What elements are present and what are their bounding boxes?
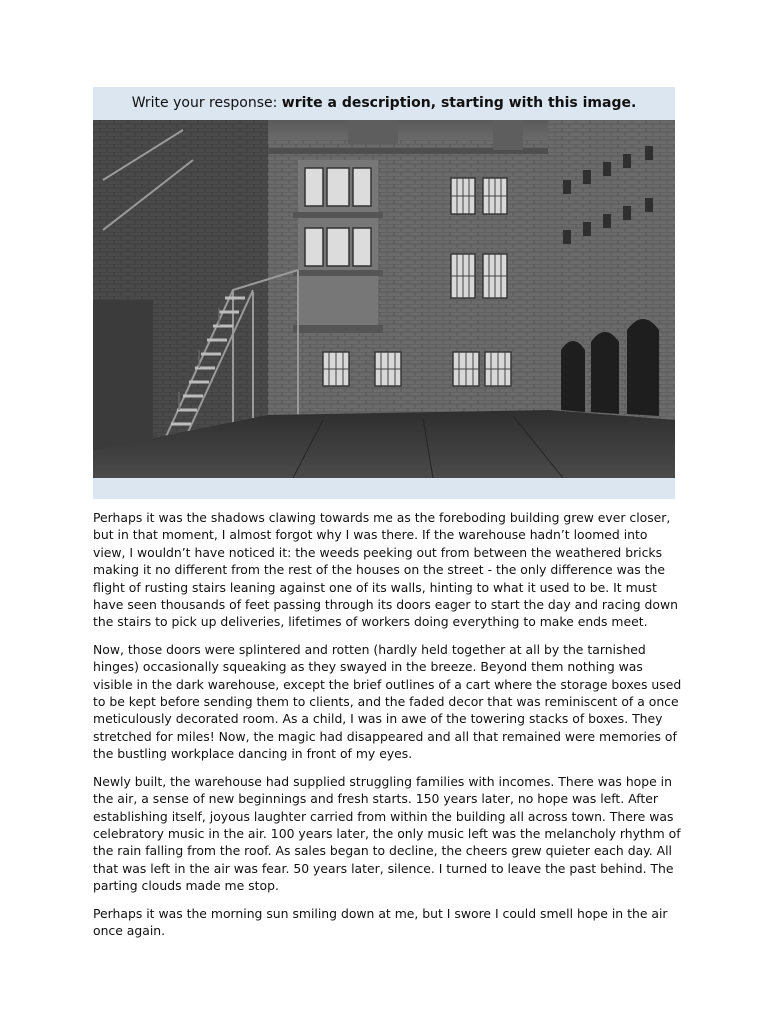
prompt-task: write a description, starting with this image. xyxy=(281,95,637,111)
prompt-lead: Write your response: xyxy=(131,95,282,111)
essay-paragraph-4: Perhaps it was the morning sun smiling down at me, but I swore I could smell hope in the air once again. xyxy=(93,905,668,938)
essay-paragraph-1: Perhaps it was the shadows clawing towards me as the foreboding building grew ever closer, but in that moment, I almost forgot why I was there. If the warehouse hadn’t loomed into view, I wouldn’t have noticed it: the weeds peeking out from between the weathered bricks making it no different from the rest of the houses on the street - the only difference was the flight of rusting stairs leaning against one of its walls, hinting to what it used to be. It must have seen thousands of feet passing through its doors eager to start the day and racing down the stairs to pick up deliveries, lifetimes of workers doing everything to make ends meet. xyxy=(93,510,678,630)
prison-courtyard-photo xyxy=(93,120,675,478)
prompt-box xyxy=(93,87,675,499)
prompt-heading xyxy=(93,90,675,116)
essay-paragraph-2: Now, those doors were splintered and rotten (hardly held together at all by the tarnished hinges) occasionally squeaking as they swayed in the breeze. Beyond them nothing was visible in the dark warehouse, except the brief outlines of a cart where the storage boxes used to be kept before sending them to clients, and the faded decor that was reminiscent of a once meticulously decorated room. As a child, I was in awe of the towering stacks of boxes. They stretched for miles! Now, the magic had disappeared and all that remained were memories of the bustling workplace dancing in front of my eyes. xyxy=(93,641,682,762)
essay-paragraph-3: Newly built, the warehouse had supplied struggling families with incomes. There was hope in the air, a sense of new beginnings and fresh starts. 150 years later, no hope was left. After establishing itself, joyous laughter carried from within the building all across town. There was celebratory music in the air. 100 years later, the only music left was the melancholy rhythm of the rain falling from the roof. As sales began to decline, the cheers grew quieter each day. All that was left in the air was fear. 50 years later, silence. I turned to leave the past behind. The parting clouds made me stop. xyxy=(93,773,681,894)
essay-body xyxy=(93,509,683,949)
photo-illustration xyxy=(93,120,675,478)
